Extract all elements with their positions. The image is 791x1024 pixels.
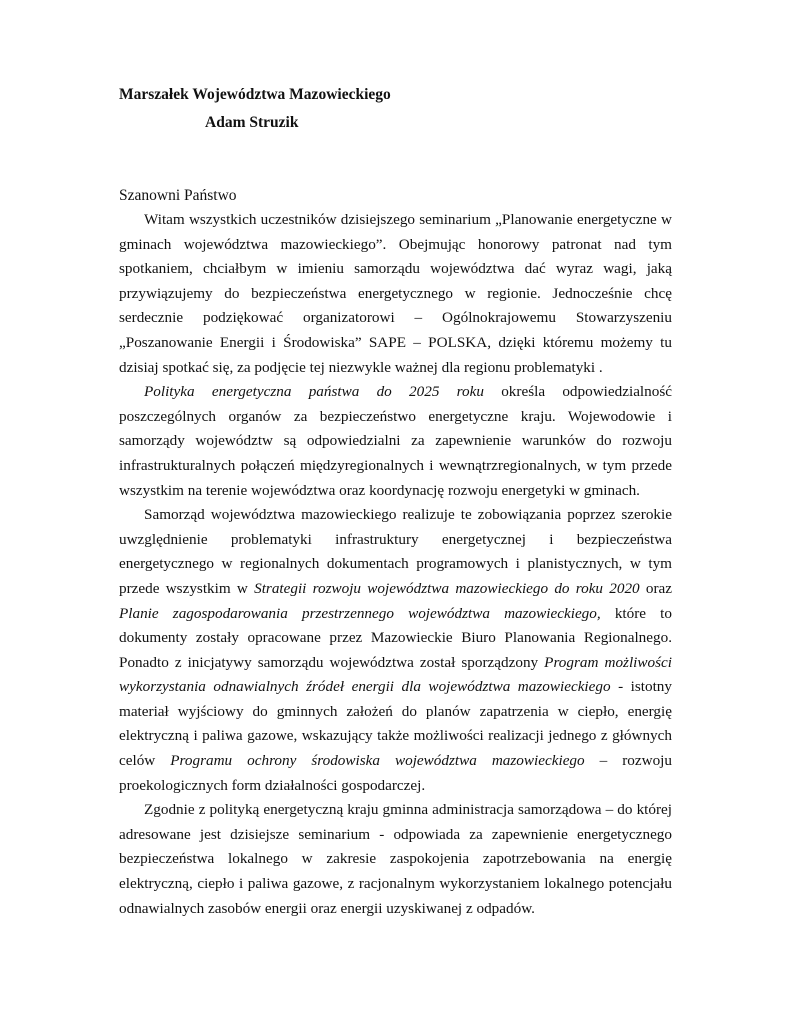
paragraph-text: Witam wszystkich uczestników dzisiejszego seminarium „Planowanie energetyczne w gminach województwa mazowieckiego”. Obejmując honorowy patronat nad tym spotkaniem, chciałbym w imieniu samorządu województwa dać wyraz wagi, jaką przywiązujemy do bezpieczeństwa energetycznego w regionie. Jednocześnie chcę serdecznie podziękować organizatorowi – Ogólnokrajowemu Stowarzyszeniu „Poszanowanie Energii i Środowiska” SAPE – POLSKA, dzięki któremu możemy tu dzisiaj spotkać się, za podjęcie tej niezwykle ważnej dla regionu problematyki . [119, 211, 672, 376]
body-paragraph [119, 798, 672, 921]
paragraph-text: – rozwoju proekologicznych form działalności gospodarczej. [119, 752, 672, 794]
paragraph-text: Samorząd województwa mazowieckiego realizuje te zobowiązania poprzez szerokie uwzględnienie problematyki infrastruktury energetycznej i bezpieczeństwa energetycznego w regionalnych dokumentach programowych i planistycznych, w tym przede wszystkim w [119, 506, 672, 597]
italic-document-title: Polityka energetyczna państwa do 2025 roku [144, 383, 484, 401]
author-name: Adam Struzik [205, 114, 299, 131]
body-paragraph [119, 503, 672, 798]
italic-document-title: Strategii rozwoju województwa mazowieckiego do roku 2020 [254, 579, 640, 597]
salutation: Szanowni Państwo [119, 187, 237, 204]
letter-body [119, 208, 672, 921]
paragraph-text: Zgodnie z polityką energetyczną kraju gminna administracja samorządowa – do której adresowane jest dzisiejsze seminarium - odpowiada za zapewnienie energetycznego bezpieczeństwa lokalnego w zakresie zaspokojenia zapotrzebowania na energię elektryczną, ciepło i paliwa gazowe, z racjonalnym wykorzystaniem lokalnego potencjału odnawialnych zasobów energii oraz energii uzyskiwanej z odpadów. [119, 801, 672, 917]
italic-document-title: Programu ochrony środowiska województwa mazowieckiego [170, 752, 585, 770]
paragraph-text: - istotny materiał wyjściowy do gminnych założeń do planów zapatrzenia w ciepło, energię elektryczną i paliwa gazowe, wskazujący także możliwości realizacji jednego z głównych celów [119, 678, 672, 770]
paragraph-text: oraz [639, 579, 673, 597]
body-paragraph [119, 208, 672, 380]
body-paragraph [119, 380, 672, 503]
author-title: Marszałek Województwa Mazowieckiego [119, 86, 391, 103]
italic-document-title: Program możliwości wykorzystania odnawialnych źródeł energii dla województwa mazowieckiego [119, 653, 672, 696]
paragraph-text: które to dokumenty zostały opracowane przez Mazowieckie Biuro Planowania Regionalnego. Ponadto z inicjatywy samorządu województwa został sporządzony [119, 604, 672, 671]
italic-document-title: Planie zagospodarowania przestrzennego województwa mazowieckiego, [119, 604, 601, 622]
paragraph-text: określa odpowiedzialność poszczególnych organów za bezpieczeństwo energetyczne kraju. Wojewodowie i samorządy województw są odpowiedzialni za zapewnienie warunków do rozwoju infrastrukturalnych połączeń międzyregionalnych i wewnątrzregionalnych, w tym przede wszystkim na terenie województwa oraz koordynację rozwoju energetyki w gminach. [119, 383, 672, 499]
